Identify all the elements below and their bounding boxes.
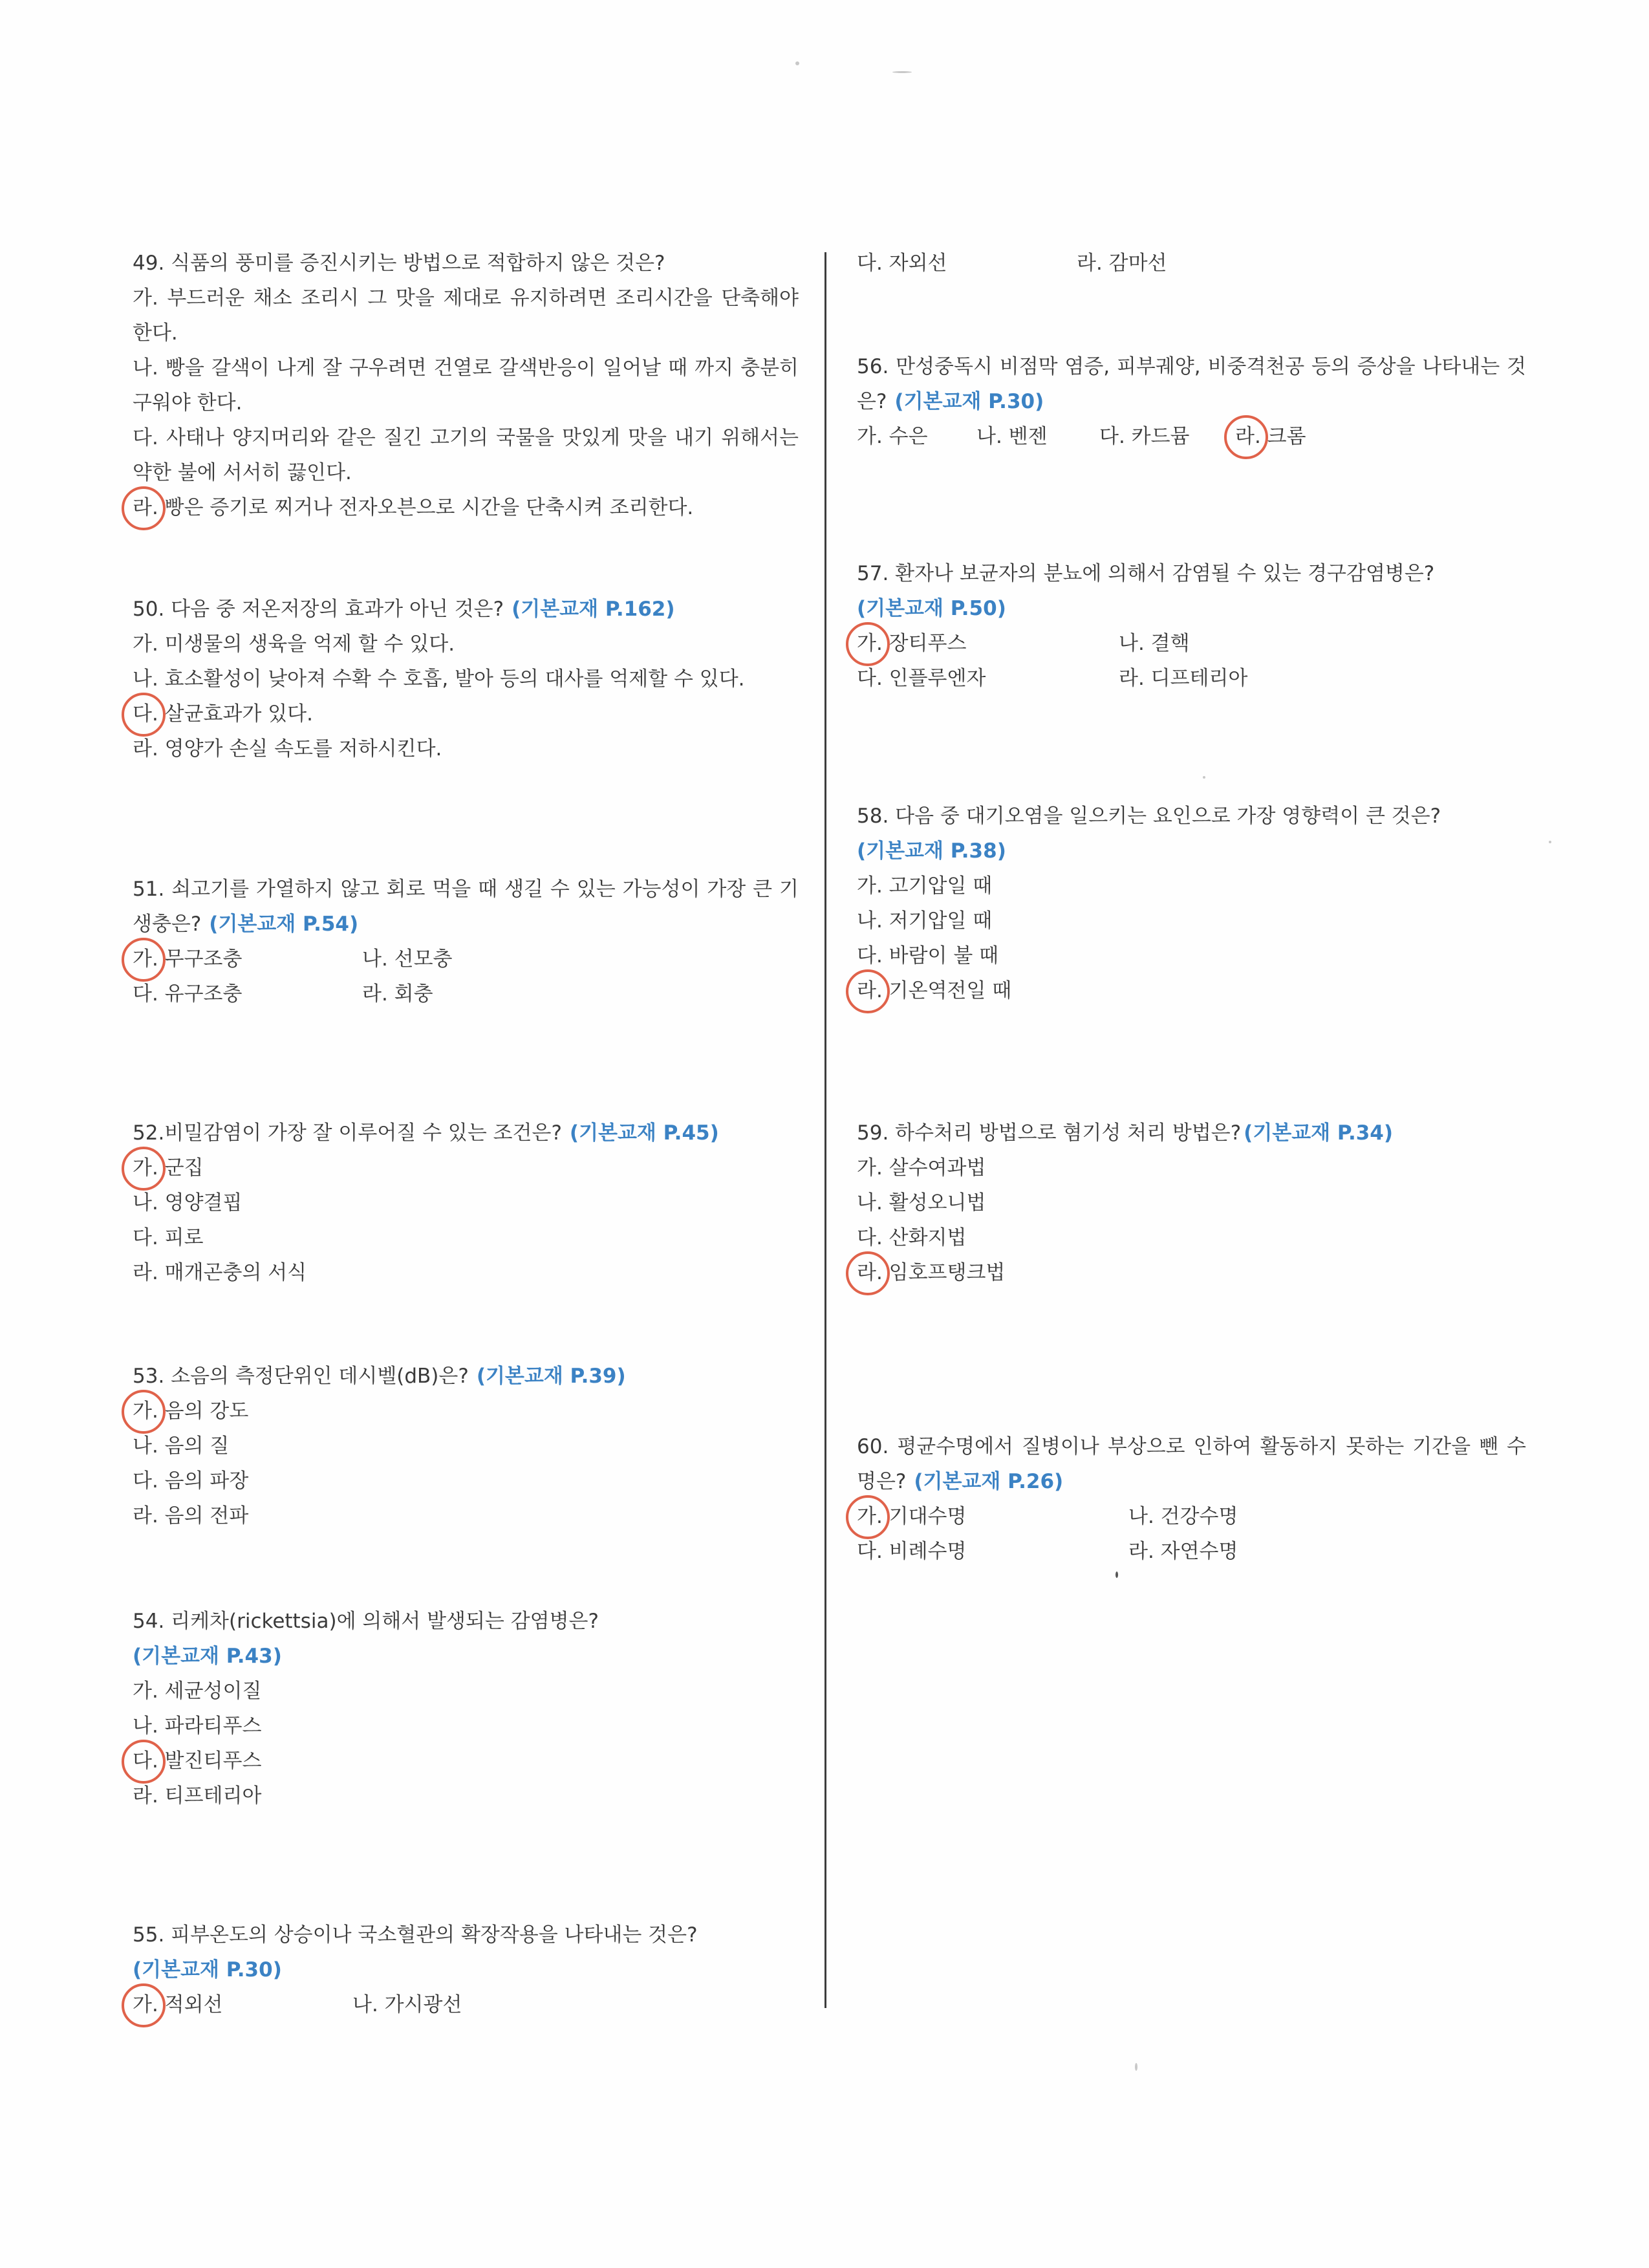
- option: 나. 파라티푸스: [133, 1714, 262, 1738]
- question-54: [133, 1604, 799, 1813]
- question-49: [133, 246, 799, 525]
- option: 가. 세균성이질: [133, 1679, 262, 1703]
- column-divider: [824, 252, 826, 2008]
- option: 가. 고기압일 때: [857, 874, 993, 898]
- answer-circle: [122, 1983, 166, 2027]
- answer-circle: [122, 693, 166, 737]
- option: 나. 빵을 갈색이 나게 잘 구우려면 건열로 갈색반응이 일어날 때 까지 충분히 구워야 한다.: [133, 356, 799, 415]
- option: 다. 피로: [133, 1226, 204, 1249]
- scan-speck: [795, 61, 799, 65]
- question-56: [857, 349, 1526, 454]
- answer-circle: [122, 486, 166, 530]
- answer-circle: [846, 622, 890, 666]
- option-answer: 가. 음의 강도: [133, 1394, 799, 1429]
- answer-circle: [122, 1147, 166, 1191]
- option-row: 다. 자외선 라. 감마선: [857, 252, 1167, 275]
- question-text: 54. 리케차(rickettsia)에 의해서 발생되는 감염병은?: [133, 1610, 599, 1633]
- answer-circle: [846, 1495, 890, 1539]
- question-text: 60. 평균수명에서 질병이나 부상으로 인하여 활동하지 못하는 기간을 뺀 수명은? (기본교재 P.26): [857, 1435, 1526, 1493]
- answer-circle: [1224, 415, 1268, 459]
- scan-speck: [1135, 2063, 1137, 2071]
- option-answer: 다. 살균효과가 있다.: [133, 697, 799, 731]
- question-51: [133, 872, 799, 1011]
- textbook-reference: (기본교재 P.50): [857, 597, 1006, 620]
- question-55-continued: [857, 246, 1526, 281]
- scan-speck: [892, 71, 912, 73]
- option-answer: 다. 발진티푸스: [133, 1744, 799, 1778]
- question-52: [133, 1116, 799, 1290]
- question-text: 55. 피부온도의 상승이나 국소혈관의 확장작용을 나타내는 것은?: [133, 1923, 698, 1947]
- option: 라. 음의 전파: [133, 1504, 249, 1528]
- textbook-reference: (기본교재 P.162): [512, 598, 675, 621]
- option: 가. 살수여과법: [857, 1156, 986, 1180]
- question-text: 53. 소음의 측정단위인 데시벨(dB)은?: [133, 1365, 469, 1388]
- question-text: 51. 쇠고기를 가열하지 않고 회로 먹을 때 생길 수 있는 가능성이 가장 큰 기생충은? (기본교재 P.54): [133, 878, 799, 936]
- scan-speck: [1116, 1571, 1118, 1578]
- scan-speck: [1203, 776, 1205, 779]
- question-60: [857, 1429, 1526, 1569]
- textbook-reference: (기본교재 P.34): [1244, 1121, 1394, 1145]
- option: 라. 영양가 손실 속도를 저하시킨다.: [133, 737, 442, 761]
- option: 나. 영양결핍: [133, 1191, 242, 1215]
- textbook-reference: (기본교재 P.38): [857, 839, 1006, 863]
- option-answer: 라. 기온역전일 때: [857, 973, 1526, 1008]
- textbook-reference: (기본교재 P.39): [476, 1365, 626, 1388]
- option: 나. 저기압일 때: [857, 909, 993, 933]
- option-row: 가. 무구조충 나. 선모충: [133, 942, 799, 977]
- question-53: [133, 1359, 799, 1533]
- question-text: 56. 만성중독시 비점막 염증, 피부궤양, 비중격천공 등의 증상을 나타내는 것은? (기본교재 P.30): [857, 355, 1526, 413]
- option: 라. 티프테리아: [133, 1784, 262, 1808]
- question-text: 52.비밀감염이 가장 잘 이루어질 수 있는 조건은?: [133, 1121, 562, 1145]
- option: 나. 음의 질: [133, 1434, 230, 1458]
- option: 다. 산화지법: [857, 1226, 967, 1249]
- answer-circle: [122, 1390, 166, 1434]
- option-row: 다. 유구조충 라. 회충: [133, 982, 433, 1006]
- option-row: 가. 장티푸스 나. 결핵: [857, 626, 1526, 661]
- textbook-reference: (기본교재 P.26): [914, 1470, 1064, 1493]
- answer-circle: [122, 938, 166, 982]
- option: 나. 활성오니법: [857, 1191, 986, 1215]
- textbook-reference: (기본교재 P.54): [209, 913, 359, 936]
- textbook-reference: (기본교재 P.30): [133, 1958, 282, 1982]
- option-answer: 가. 군집: [133, 1150, 799, 1185]
- option-answer: 라. 빵은 증기로 찌거나 전자오븐으로 시간을 단축시켜 조리한다.: [133, 490, 799, 525]
- option-row: 다. 인플루엔자 라. 디프테리아: [857, 667, 1248, 690]
- answer-circle: [846, 1251, 890, 1295]
- option-row: 다. 비례수명 라. 자연수명: [857, 1540, 1238, 1563]
- option-row: 가. 적외선 나. 가시광선: [133, 1987, 799, 2022]
- option: 가. 부드러운 채소 조리시 그 맛을 제대로 유지하려면 조리시간을 단축해야 한다.: [133, 286, 799, 345]
- question-57: [857, 556, 1526, 696]
- option-answer: 라. 임호프탱크법: [857, 1255, 1526, 1290]
- option: 나. 효소활성이 낮아져 수확 수 호흡, 발아 등의 대사를 억제할 수 있다.: [133, 667, 745, 691]
- answer-circle: [122, 1740, 166, 1784]
- option: 다. 사태나 양지머리와 같은 질긴 고기의 국물을 맛있게 맛을 내기 위해서는 약한 불에 서서히 끓인다.: [133, 426, 799, 484]
- option: 라. 매개곤충의 서식: [133, 1261, 307, 1284]
- option-row: 가. 기대수명 나. 건강수명: [857, 1499, 1526, 1534]
- question-50: [133, 592, 799, 766]
- question-text: 59. 하수처리 방법으로 혐기성 처리 방법은?: [857, 1121, 1242, 1145]
- option: 가. 미생물의 생육을 억제 할 수 있다.: [133, 632, 455, 656]
- option-row: 가. 수은 나. 벤젠 다. 카드뮴 라. 크롬: [857, 419, 1526, 454]
- question-text: 58. 다음 중 대기오염을 일으키는 요인으로 가장 영향력이 큰 것은?: [857, 805, 1441, 828]
- textbook-reference: (기본교재 P.45): [569, 1121, 719, 1145]
- question-text: 57. 환자나 보균자의 분뇨에 의해서 감염될 수 있는 경구감염병은?: [857, 562, 1435, 585]
- answer-circle: [846, 969, 890, 1013]
- question-58: [857, 799, 1526, 1008]
- option: 다. 바람이 불 때: [857, 944, 999, 967]
- scan-speck: [1549, 841, 1551, 843]
- option: 다. 음의 파장: [133, 1469, 249, 1493]
- question-text: 49. 식품의 풍미를 증진시키는 방법으로 적합하지 않은 것은?: [133, 252, 665, 275]
- textbook-reference: (기본교재 P.30): [894, 390, 1044, 413]
- question-59: [857, 1116, 1526, 1290]
- textbook-reference: (기본교재 P.43): [133, 1645, 282, 1668]
- question-55: [133, 1917, 799, 2022]
- question-text: 50. 다음 중 저온저장의 효과가 아닌 것은?: [133, 598, 504, 621]
